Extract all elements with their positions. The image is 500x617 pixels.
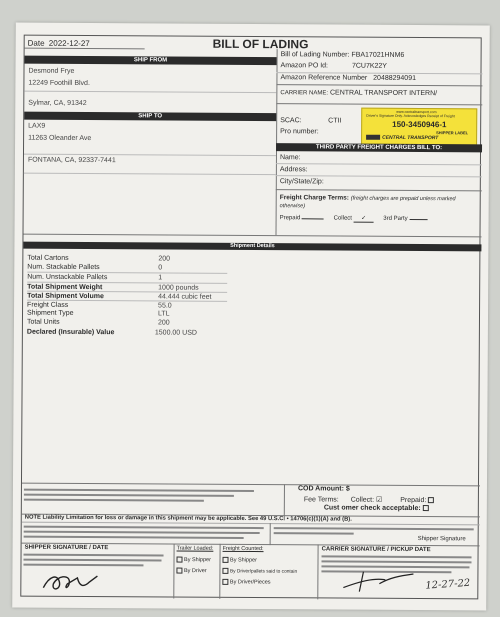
sticker-label-title: SHIPPER LABEL <box>436 130 469 136</box>
shipment-detail-label: Num. Unstackable Pallets <box>27 274 108 282</box>
shipment-detail-value: 55.0 <box>158 302 172 310</box>
trailer-by-driver-checkbox[interactable] <box>176 568 182 574</box>
counted-by-shipper-checkbox[interactable] <box>222 557 228 563</box>
counted-by-driver-pieces <box>222 579 270 586</box>
ship-to-name: LAX9 <box>28 122 46 130</box>
customer-check-row <box>324 504 429 512</box>
reference-value: 20488294091 <box>373 74 417 83</box>
prepaid-option[interactable]: Prepaid <box>279 215 301 222</box>
shipment-detail-label: Total Shipment Weight <box>27 283 103 291</box>
ship-to-street: 11263 Oleander Ave <box>28 134 92 143</box>
trailer-by-driver-label: By Driver <box>183 568 207 575</box>
shipment-detail-label: Num. Stackable Pallets <box>27 263 100 272</box>
handwritten-pickup-date: 12-27-22 <box>425 577 471 592</box>
freight-terms-options <box>280 214 428 223</box>
po-value: 7CU7K22Y <box>351 62 388 70</box>
counted-by-shipper <box>222 557 256 564</box>
third-party-name-label: Name: <box>279 154 301 162</box>
ship-from-city: Sylmar, CA, 91342 <box>28 99 87 107</box>
shipment-detail-label: Declared (Insurable) Value <box>26 328 115 336</box>
counted-by-shipper-label: By Shipper <box>230 557 257 564</box>
sticker-note: Driver's Signature Only. Acknowledges Receipt of Freight <box>366 113 455 119</box>
bol-number-label: Bill of Lading Number: <box>280 51 350 59</box>
fee-prepaid-label: Prepaid: <box>400 496 427 505</box>
reference-label: Amazon Reference Number <box>280 74 368 82</box>
fee-terms-label: Fee Terms: <box>303 496 339 504</box>
customer-check-checkbox[interactable] <box>423 505 429 511</box>
counted-by-driver-pallets-label: By Driver/pallets said to contain <box>229 569 298 575</box>
fee-collect-checkbox[interactable]: ☑ <box>375 496 383 504</box>
collect-option[interactable]: Collect <box>333 215 352 222</box>
shipper-signature-scribble <box>39 570 109 594</box>
counted-by-driver-pallets <box>222 568 297 575</box>
sticker-website: www.centraltransport.com <box>396 109 437 115</box>
shipment-detail-value: 1000 pounds <box>158 283 199 292</box>
liability-note: NOTE Liability Limitation for loss or damage in this shipment may be applicable. See 49 U.S.C. • 14706(c)(1)(A) and (B). <box>24 514 352 523</box>
sticker-brand <box>366 135 438 141</box>
date-value: 2022-12-27 <box>48 38 90 49</box>
date-label: Date <box>27 38 45 48</box>
trailer-by-shipper-checkbox[interactable] <box>176 557 182 563</box>
carrier-signature-scribble <box>339 568 419 594</box>
document-page <box>12 23 490 611</box>
trailer-by-driver <box>176 568 206 575</box>
shipment-detail-value: 1 <box>158 274 163 282</box>
shipper-label-sticker <box>361 108 477 146</box>
shipment-detail-label: Freight Class <box>27 301 69 309</box>
shipment-detail-value: 200 <box>157 319 170 327</box>
shipment-detail-value: 1500.00 USD <box>154 328 197 337</box>
freight-terms <box>280 194 478 211</box>
third-party-csz-label: City/State/Zip: <box>279 178 324 186</box>
collect-check-mark: ✓ <box>354 215 374 223</box>
pro-number-label: Pro number: <box>280 128 319 136</box>
trailer-loaded-label: Trailer Loaded: <box>176 545 214 552</box>
shipment-details-table <box>27 254 228 338</box>
carrier-signature-heading: CARRIER SIGNATURE / PICKUP DATE <box>321 546 431 554</box>
counted-by-driver-pallets-checkbox[interactable] <box>222 568 228 574</box>
cod-fee-terms <box>304 495 434 504</box>
fee-collect-label: Collect: <box>350 496 375 504</box>
shipment-detail-value: LTL <box>157 310 170 318</box>
shipment-details-heading: Shipment Details <box>23 242 481 252</box>
freight-terms-label: Freight Charge Terms: <box>279 194 349 202</box>
carrier-value: CENTRAL TRANSPORT INTERN/ <box>329 89 438 98</box>
carrier-row <box>280 89 437 97</box>
third-party-option[interactable]: 3rd Party <box>383 215 408 222</box>
shipment-detail-label: Total Shipment Volume <box>27 292 104 300</box>
shipper-signature-caption: Shipper Signature <box>417 536 466 543</box>
sticker-brand-text: CENTRAL TRANSPORT <box>382 134 439 142</box>
shipment-detail-label: Total Cartons <box>27 254 69 262</box>
counted-by-driver-pieces-checkbox[interactable] <box>222 579 228 585</box>
shipment-detail-label: Total Units <box>26 318 60 327</box>
trailer-by-shipper-label: By Shipper <box>184 557 211 564</box>
shipment-detail-value: 44.444 cubic feet <box>158 293 212 301</box>
document-title: BILL OF LADING <box>212 36 309 52</box>
po-label: Amazon PO Id: <box>280 62 329 70</box>
scac-value: CTII <box>328 117 342 125</box>
shipper-signature-heading: SHIPPER SIGNATURE / DATE <box>24 544 109 552</box>
shipment-detail-value: 0 <box>158 264 163 272</box>
reference-row <box>280 74 416 82</box>
shipment-detail-label: Shipment Type <box>26 309 74 318</box>
bill-of-lading-form <box>20 35 481 600</box>
shipment-detail-row <box>27 327 227 337</box>
cod-amount-label: COD Amount: $ <box>297 485 350 493</box>
scac-label: SCAC: <box>280 117 302 125</box>
ship-to-city: FONTANA, CA, 92337-7441 <box>27 156 116 165</box>
ship-from-heading: SHIP FROM <box>25 56 277 66</box>
counted-by-driver-pieces-label: By Driver/Pieces <box>229 579 271 586</box>
third-party-heading: THIRD PARTY FREIGHT CHARGES BILL TO: <box>276 143 482 152</box>
shipment-detail-value: 200 <box>158 255 171 263</box>
date-field <box>28 39 90 48</box>
freight-terms-note: (freight charges are prepaid unless marked otherwise) <box>279 195 456 210</box>
freight-counted-label: Freight Counted: <box>222 545 264 553</box>
trailer-by-shipper <box>176 557 210 564</box>
fee-prepaid-checkbox[interactable] <box>428 497 434 503</box>
ship-from-name: Desmond Frye <box>28 67 75 75</box>
ship-to-heading: SHIP TO <box>24 112 276 122</box>
ship-from-street: 12249 Foothill Blvd. <box>28 79 90 88</box>
sticker-number: 150-3450946-1 <box>392 119 447 130</box>
carrier-label: CARRIER NAME: <box>280 90 329 97</box>
bol-number-row <box>281 51 405 59</box>
central-transport-logo-icon <box>366 135 380 140</box>
customer-check-label: Cust omer check acceptable: <box>323 504 421 513</box>
bol-number-value: FBA17021HNM6 <box>351 51 405 59</box>
po-row <box>281 62 387 70</box>
third-party-address-label: Address: <box>279 166 308 174</box>
